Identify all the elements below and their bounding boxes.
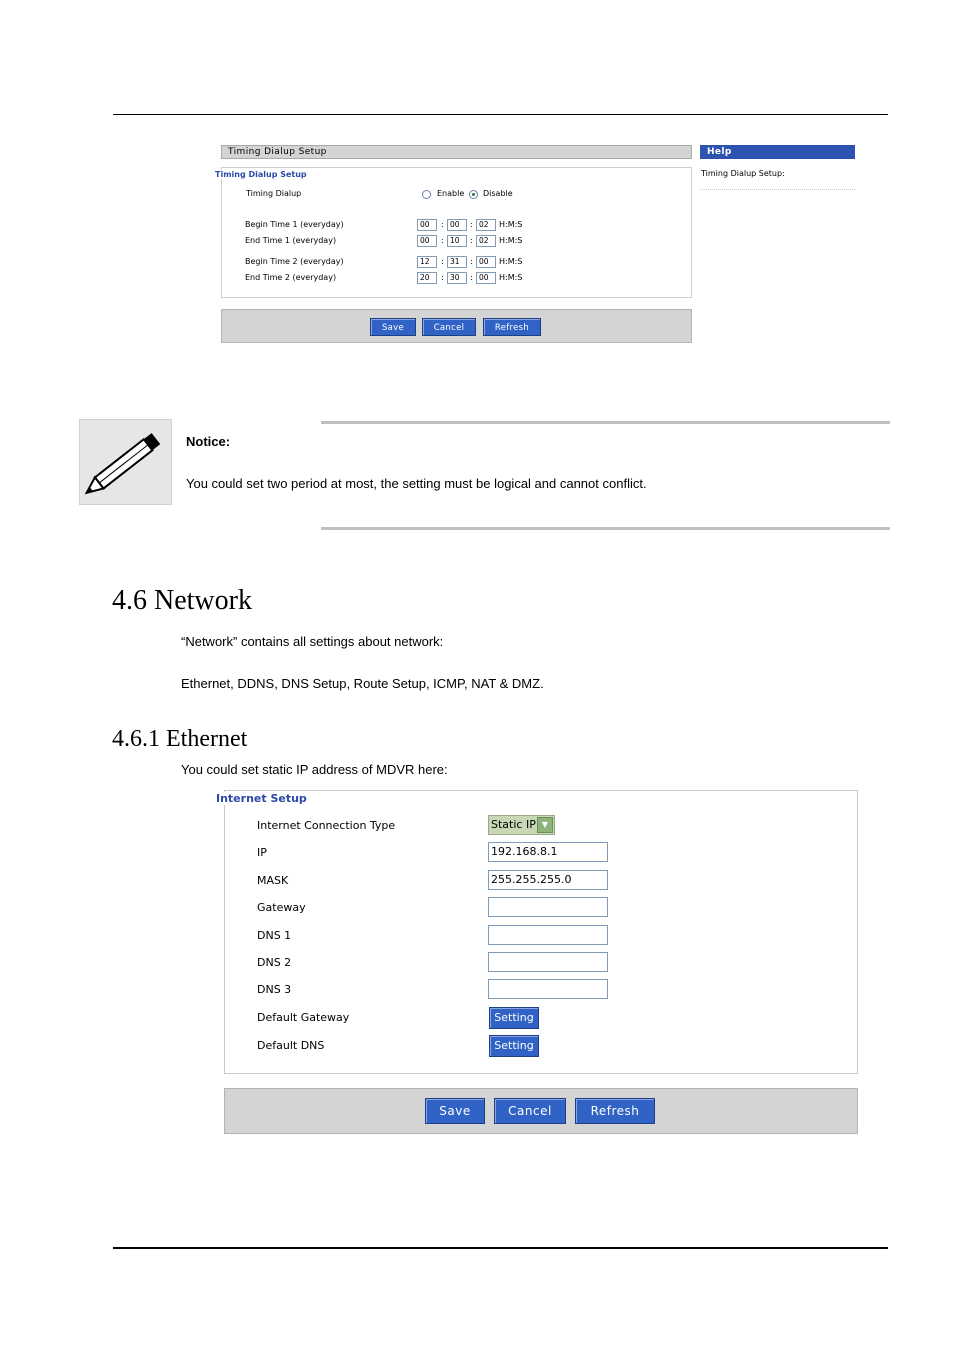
end-time-2-unit: H:M:S <box>499 273 523 282</box>
begin-time-1-unit: H:M:S <box>499 220 523 229</box>
mask-label: MASK <box>257 874 289 887</box>
begin-time-2-label: Begin Time 2 (everyday) <box>245 257 344 266</box>
timing-save-button[interactable]: Save <box>370 318 416 336</box>
footer-rule <box>113 1247 888 1249</box>
enable-radio[interactable] <box>422 190 431 199</box>
end-time-2-label: End Time 2 (everyday) <box>245 273 337 282</box>
connection-type-label: Internet Connection Type <box>257 819 396 832</box>
connection-type-value: Static IP <box>491 818 536 831</box>
begin-time-1-hour[interactable]: 00 <box>417 219 437 231</box>
default-dns-label: Default DNS <box>257 1039 325 1052</box>
timing-dialup-section-title: Timing Dialup Setup <box>215 170 307 179</box>
begin-time-1-minute[interactable]: 00 <box>447 219 467 231</box>
internet-refresh-button[interactable]: Refresh <box>575 1098 655 1124</box>
begin-time-1-second[interactable]: 02 <box>476 219 496 231</box>
end-time-1-label: End Time 1 (everyday) <box>245 236 337 245</box>
dns1-label: DNS 1 <box>257 929 292 942</box>
end-time-1-second[interactable]: 02 <box>476 235 496 247</box>
end-time-2-second[interactable]: 00 <box>476 272 496 284</box>
pencil-icon <box>79 419 172 505</box>
header-rule <box>113 114 888 115</box>
network-list: Ethernet, DDNS, DNS Setup, Route Setup, ICMP, NAT & DMZ. <box>181 676 544 691</box>
help-text: Timing Dialup Setup: <box>701 169 785 178</box>
section-heading-ethernet: 4.6.1 Ethernet <box>112 726 248 752</box>
enable-label: Enable <box>437 189 465 198</box>
internet-cancel-button[interactable]: Cancel <box>494 1098 566 1124</box>
chevron-down-icon: ▼ <box>537 817 553 833</box>
begin-time-2-minute[interactable]: 31 <box>447 256 467 268</box>
default-gateway-setting-button[interactable]: Setting <box>489 1007 539 1029</box>
help-divider <box>700 189 855 190</box>
help-header: Help <box>700 145 855 159</box>
end-time-1-unit: H:M:S <box>499 236 523 245</box>
ip-input[interactable]: 192.168.8.1 <box>488 842 608 862</box>
dns3-input[interactable] <box>488 979 608 999</box>
default-dns-setting-button[interactable]: Setting <box>489 1035 539 1057</box>
end-time-1-hour[interactable]: 00 <box>417 235 437 247</box>
mask-input[interactable]: 255.255.255.0 <box>488 870 608 890</box>
connection-type-select[interactable] <box>488 815 555 835</box>
timing-dialup-header: Timing Dialup Setup <box>221 145 692 159</box>
end-time-1-minute[interactable]: 10 <box>447 235 467 247</box>
gateway-input[interactable] <box>488 897 608 917</box>
dns3-label: DNS 3 <box>257 983 292 996</box>
dns1-input[interactable] <box>488 925 608 945</box>
internet-setup-title: Internet Setup <box>216 792 310 805</box>
begin-time-2-hour[interactable]: 12 <box>417 256 437 268</box>
dns2-input[interactable] <box>488 952 608 972</box>
notice-bottom-rule <box>321 527 890 530</box>
internet-save-button[interactable]: Save <box>425 1098 485 1124</box>
network-intro: “Network” contains all settings about network: <box>181 634 444 649</box>
ip-label: IP <box>257 846 267 859</box>
disable-radio[interactable] <box>469 190 478 199</box>
timing-refresh-button[interactable]: Refresh <box>483 318 541 336</box>
begin-time-2-second[interactable]: 00 <box>476 256 496 268</box>
dns2-label: DNS 2 <box>257 956 292 969</box>
timing-dialup-label: Timing Dialup <box>246 189 302 198</box>
end-time-2-hour[interactable]: 20 <box>417 272 437 284</box>
timing-cancel-button[interactable]: Cancel <box>422 318 476 336</box>
notice-text: You could set two period at most, the setting must be logical and cannot conflict. <box>186 476 647 491</box>
disable-label: Disable <box>483 189 513 198</box>
notice-title: Notice: <box>186 434 231 449</box>
default-gateway-label: Default Gateway <box>257 1011 350 1024</box>
begin-time-1-label: Begin Time 1 (everyday) <box>245 220 344 229</box>
gateway-label: Gateway <box>257 901 306 914</box>
end-time-2-minute[interactable]: 30 <box>447 272 467 284</box>
notice-top-rule <box>321 421 890 424</box>
begin-time-2-unit: H:M:S <box>499 257 523 266</box>
section-heading-network: 4.6 Network <box>112 585 252 616</box>
ethernet-intro: You could set static IP address of MDVR here: <box>181 762 448 777</box>
